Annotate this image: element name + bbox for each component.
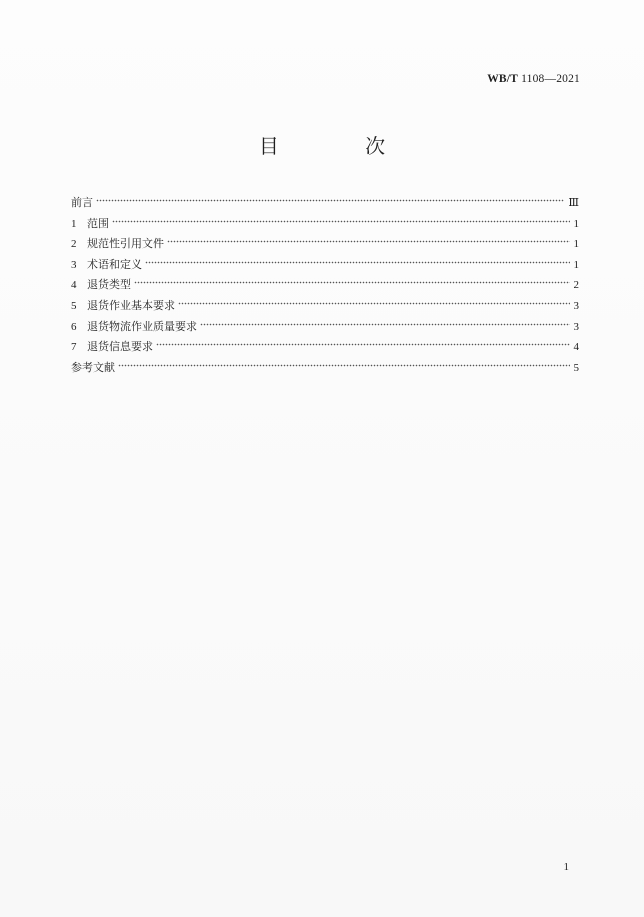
toc-entry-2[interactable] [71,227,579,251]
toc-entry-page: 3 [573,299,579,312]
toc-entry-page: 1 [573,217,579,230]
toc-entry-number: 2 [71,238,77,251]
toc-entry-number: 1 [71,217,77,230]
toc-entry-page: 4 [573,341,579,354]
standard-prefix: WB/T [487,73,519,85]
page-number: 1 [563,861,569,873]
toc-entry-title: 退货信息要求 [87,340,153,354]
toc-entry-5[interactable] [71,289,579,310]
toc-entry-page: 3 [573,320,579,333]
toc-leader-dots [167,229,570,249]
toc-entry-number: 6 [71,320,77,333]
toc-entry-page: 5 [573,361,579,374]
toc-entry-page: 1 [573,258,579,271]
toc-leader-dots [96,188,564,208]
toc-entry-bibliography[interactable] [71,351,579,372]
toc-entry-number: 4 [71,279,77,292]
toc-entry-page: 2 [573,279,579,292]
standard-code [487,73,580,85]
toc-entry-number: 5 [71,299,77,312]
toc-leader-dots [145,250,570,270]
toc-entry-4[interactable] [71,268,579,292]
toc-entry-title: 术语和定义 [87,257,142,271]
toc-entry-page: 1 [573,238,579,251]
standard-number: 1108—2021 [521,73,580,85]
toc-entry-foreword[interactable] [71,186,579,207]
toc-leader-dots [200,312,570,332]
toc-leader-dots [178,291,570,311]
toc-entry-number: 7 [71,341,77,354]
toc-entry-title: 前言 [71,196,93,209]
toc-entry-title: 范围 [87,216,109,230]
table-of-contents [71,186,579,374]
toc-leader-dots [134,270,570,290]
toc-entry-title: 规范性引用文件 [87,237,164,251]
toc-leader-dots [112,209,570,229]
toc-entry-1[interactable] [71,207,579,228]
toc-heading: 目 次 [258,134,426,158]
toc-entry-title: 退货物流作业质量要求 [87,319,197,333]
toc-entry-title: 退货类型 [87,278,131,292]
toc-entry-page: Ⅲ [568,197,579,209]
toc-entry-3[interactable] [71,248,579,269]
toc-leader-dots [118,353,570,373]
toc-entry-number: 3 [71,258,77,271]
toc-entry-title: 退货作业基本要求 [87,298,175,312]
toc-entry-title: 参考文献 [71,360,115,374]
toc-leader-dots [156,332,570,352]
